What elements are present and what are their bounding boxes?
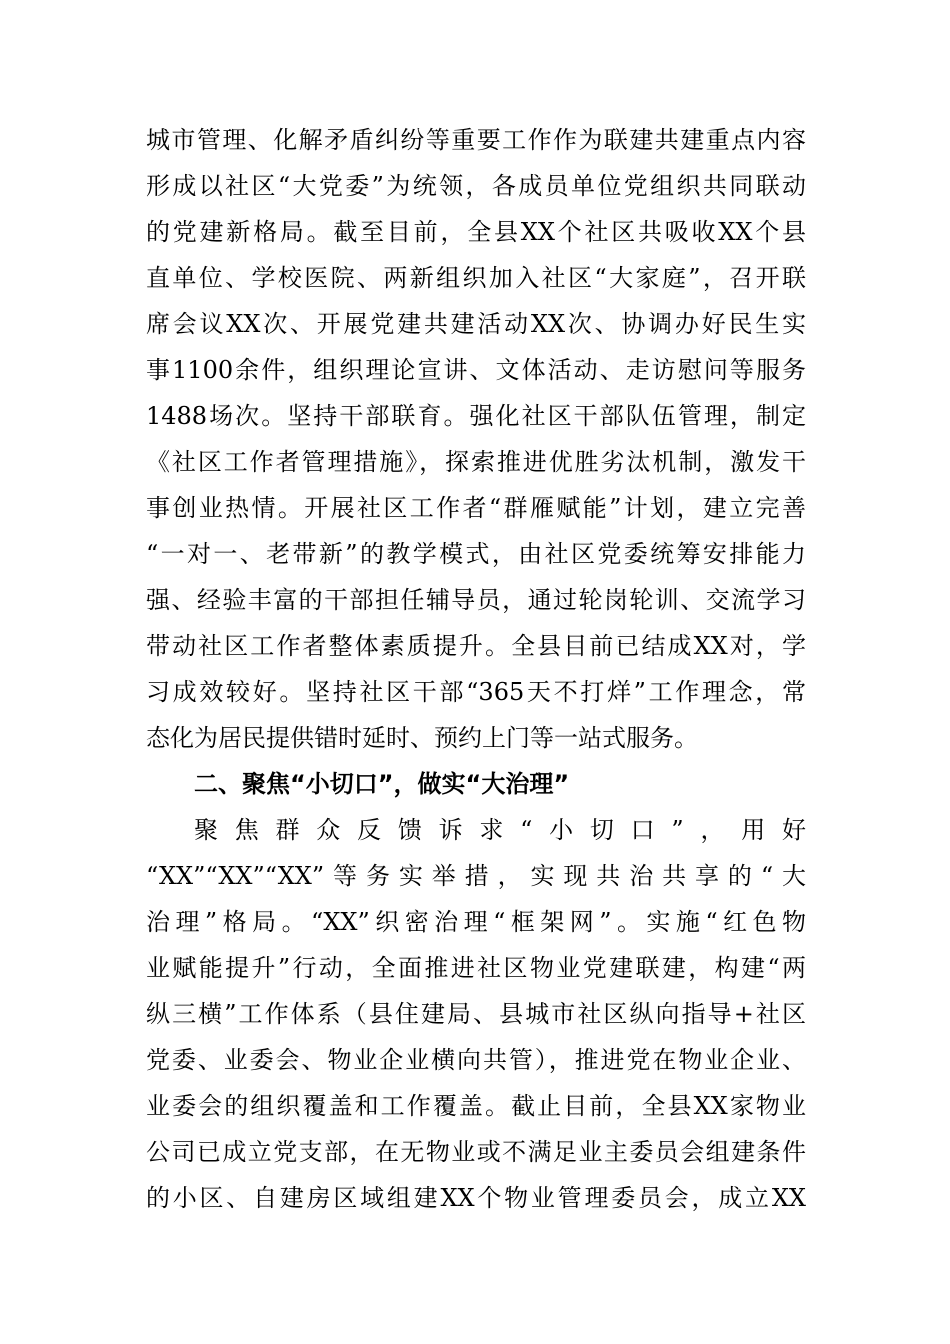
paragraph-line: 1488场次。坚持干部联育。强化社区干部队伍管理，制定: [146, 402, 806, 430]
paragraph-line: 席会议XX次、开展党建共建活动XX次、协调办好民生实: [146, 310, 806, 338]
paragraph-line: 《社区工作者管理措施》，探索推进优胜劣汰机制，激发干: [146, 448, 806, 476]
paragraph-line: 事1100余件，组织理论宣讲、文体活动、走访慰问等服务: [146, 356, 806, 384]
paragraph-line: 党委、业委会、物业企业横向共管），推进党在物业企业、: [146, 1046, 806, 1074]
paragraph-line: 直单位、学校医院、两新组织加入社区“大家庭”，召开联: [146, 264, 806, 292]
paragraph-line: 习成效较好。坚持社区干部“365天不打烊”工作理念，常: [146, 678, 806, 706]
paragraph-line: 城市管理、化解矛盾纠纷等重要工作作为联建共建重点内容: [146, 126, 806, 154]
paragraph-line: 的小区、自建房区域组建XX个物业管理委员会，成立XX: [146, 1184, 806, 1212]
paragraph-line: 带动社区工作者整体素质提升。全县目前已结成XX对，学: [146, 632, 806, 660]
paragraph-line: 聚焦群众反馈诉求“小切口”，用好: [194, 816, 806, 844]
paragraph-line: “一对一、老带新”的教学模式，由社区党委统筹安排能力: [146, 540, 806, 568]
section-heading: 二、聚焦“小切口”，做实“大治理”: [194, 770, 570, 798]
paragraph-line: 态化为居民提供错时延时、预约上门等一站式服务。: [146, 724, 698, 752]
paragraph-line: “XX”“XX”“XX”等务实举措，实现共治共享的“大: [146, 862, 806, 890]
paragraph-line: 的党建新格局。截至目前，全县XX个社区共吸收XX个县: [146, 218, 806, 246]
paragraph-line: 业赋能提升”行动，全面推进社区物业党建联建，构建“两: [146, 954, 806, 982]
paragraph-line: 形成以社区“大党委”为统领，各成员单位党组织共同联动: [146, 172, 806, 200]
paragraph-line: 纵三横”工作体系（县住建局、县城市社区纵向指导+社区: [146, 1000, 806, 1028]
paragraph-line: 强、经验丰富的干部担任辅导员，通过轮岗轮训、交流学习: [146, 586, 806, 614]
paragraph-line: 治理”格局。“XX”织密治理“框架网”。实施“红色物: [146, 908, 806, 936]
paragraph-line: 事创业热情。开展社区工作者“群雁赋能”计划，建立完善: [146, 494, 806, 522]
paragraph-line: 公司已成立党支部，在无物业或不满足业主委员会组建条件: [146, 1138, 806, 1166]
paragraph-line: 业委会的组织覆盖和工作覆盖。截止目前，全县XX家物业: [146, 1092, 806, 1120]
